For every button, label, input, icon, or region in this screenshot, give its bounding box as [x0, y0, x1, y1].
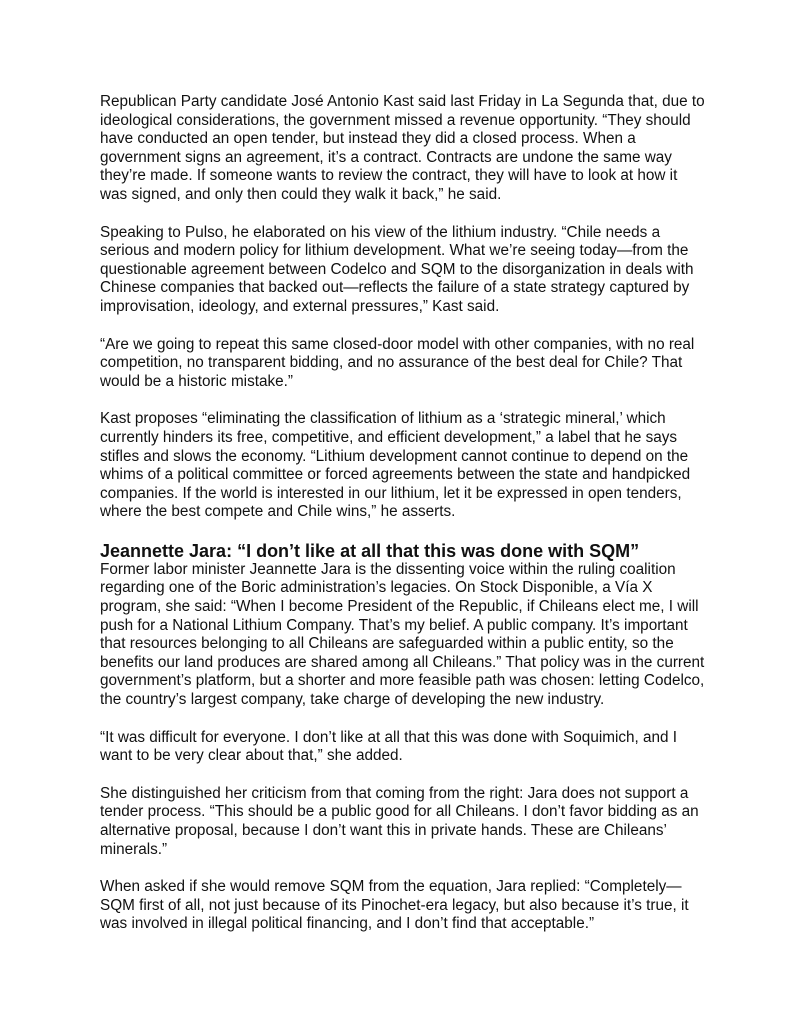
paragraph-jara-sqm: When asked if she would remove SQM from the equation, Jara replied: “Completely—SQM first of all, not just because of its Pinochet-era legacy, but also because it’s true, it was involved in illegal political financing, and I don’t find that acceptable.” — [100, 878, 689, 933]
paragraph-kast-proposal: Kast proposes “eliminating the classification of lithium as a ‘strategic mineral,’ which currently hinders its free, competitive, and efficient development,” a label that he says stifles and slows the economy. “Lithium development cannot continue to depend on the whims of a political committee or forced agreements between the state and handpicked companies. If the world is interested in our lithium, let it be expressed in open tenders, where the best compete and Chile wins,” he asserts. — [100, 410, 691, 521]
section-heading-jara: Jeannette Jara: “I don’t like at all that this was done with SQM” — [100, 540, 640, 561]
paragraph-jara-tender: She distinguished her criticism from that coming from the right: Jara does not support a tender process. “This should be a public good for all Chileans. I don’t favor bidding as an alternative proposal, because I don’t want this in private hands. These are Chileans’ minerals.” — [100, 784, 699, 858]
paragraph-jara-soquimich: “It was difficult for everyone. I don’t like at all that this was done with Soquimich, and I want to be very clear about that,” she added. — [100, 728, 678, 765]
paragraph-kast-pulso: Speaking to Pulso, he elaborated on his view of the lithium industry. “Chile needs a serious and modern policy for lithium development. What we’re seeing today—from the questionable agreement between Codelco and SQM to the disorganization in deals with Chinese companies that backed out—reflects the failure of a state strategy captured by improvisation, ideology, and external pressures,” Kast said. — [100, 223, 694, 315]
document-page — [100, 93, 705, 953]
paragraph-kast-quote: “Are we going to repeat this same closed-door model with other companies, with no real competition, no transparent bidding, and no assurance of the best deal for Chile? That would be a historic mistake.” — [100, 335, 695, 390]
paragraph-kast-la-segunda: Republican Party candidate José Antonio Kast said last Friday in La Segunda that, due to ideological considerations, the government missed a revenue opportunity. “They should have conducted an open tender, but instead they did a closed process. When a government signs an agreement, it’s a contract. Contracts are undone the same way they’re made. If someone wants to review the contract, they will have to look at how it was signed, and only then could they walk it back,” he said. — [100, 93, 705, 203]
paragraph-jara-intro: Former labor minister Jeannette Jara is the dissenting voice within the ruling coalition regarding one of the Boric administration’s legacies. On Stock Disponible, a Vía X program, she said: “When I become President of the Republic, if Chileans elect me, I will push for a National Lithium Company. That’s my belief. A public company. It’s important that resources belonging to all Chileans are safeguarded within a public entity, so the benefits our land produces are shared among all Chileans.” That policy was in the current government’s platform, but a shorter and more feasible path was chosen: letting Codelco, the country’s largest company, take charge of developing the new industry. — [100, 560, 705, 709]
